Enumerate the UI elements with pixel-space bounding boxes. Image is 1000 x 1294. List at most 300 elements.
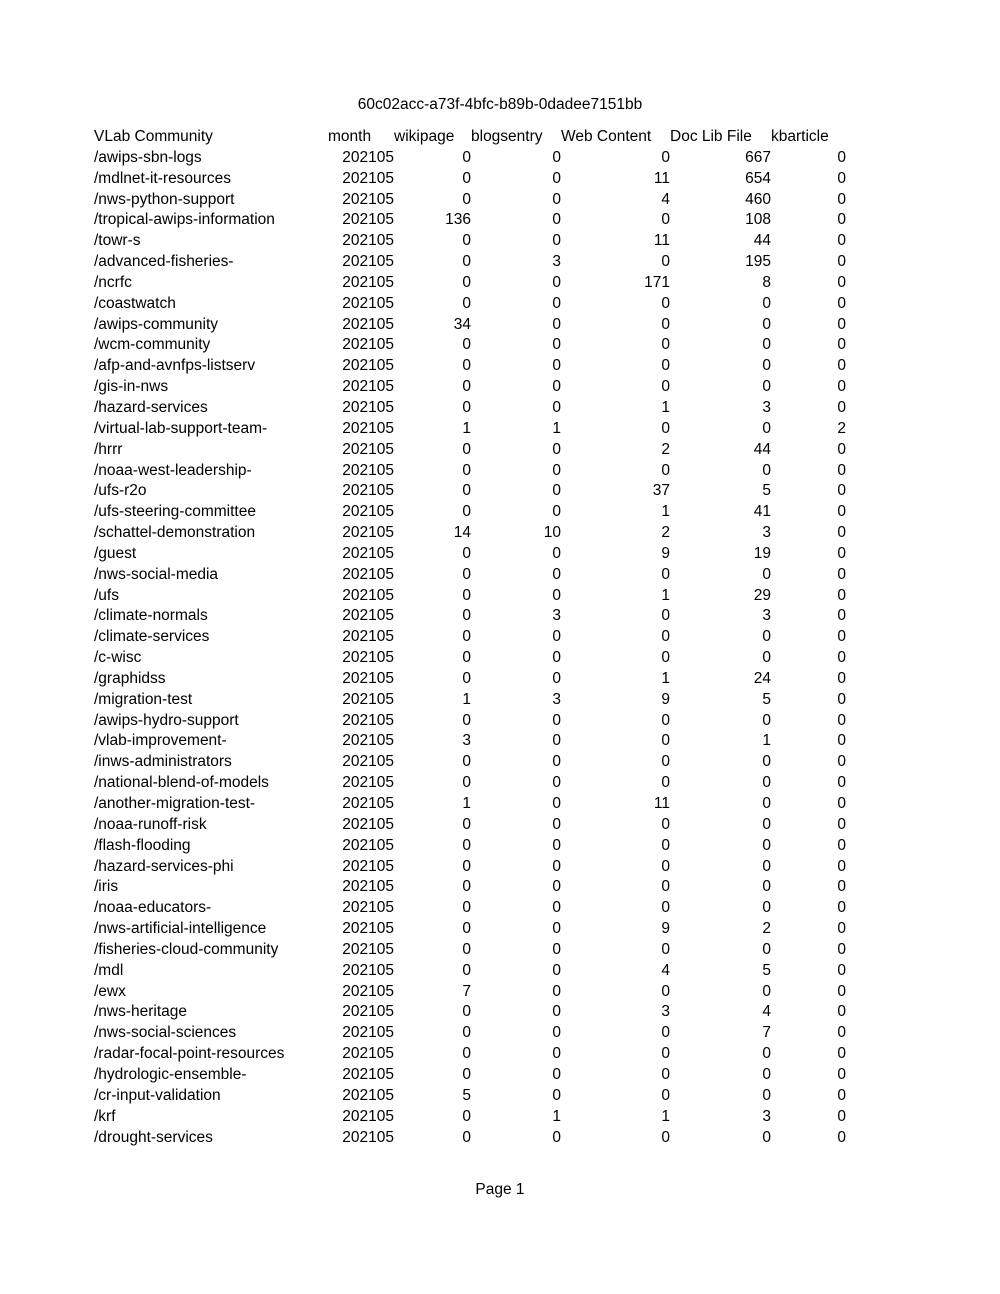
cell-web-content: 0 [661,857,670,875]
table-row [94,190,846,211]
cell-wikipage: 0 [462,232,471,250]
cell-blogsentry: 0 [552,482,561,500]
cell-community: /nws-python-support [94,190,235,208]
table-header-row [94,127,846,148]
cell-wikipage: 0 [462,1003,471,1021]
column-header-doc-lib-file: Doc Lib File [670,128,752,145]
cell-web-content: 11 [653,169,670,187]
cell-community: /radar-focal-point-resources [94,1045,285,1063]
cell-community: /awips-hydro-support [94,711,239,729]
cell-month: 202105 [342,940,394,958]
table-row [94,961,846,982]
cell-doc-lib-file: 0 [762,419,771,437]
cell-community: /nws-social-media [94,565,219,583]
cell-doc-lib-file: 654 [745,169,771,187]
cell-wikipage: 0 [462,565,471,583]
cell-web-content: 9 [661,690,670,708]
table-row [94,648,846,669]
cell-community: /noaa-runoff-risk [94,815,207,833]
cell-community: /guest [94,544,137,562]
cell-kbarticle: 0 [837,711,846,729]
table-row [94,669,846,690]
cell-month: 202105 [342,586,394,604]
cell-wikipage: 34 [453,315,471,333]
table-row [94,502,846,523]
cell-doc-lib-file: 3 [762,524,771,542]
cell-kbarticle: 0 [837,586,846,604]
cell-wikipage: 0 [462,273,471,291]
cell-kbarticle: 0 [837,1045,846,1063]
cell-month: 202105 [342,961,394,979]
cell-web-content: 171 [644,273,670,291]
cell-month: 202105 [342,1086,394,1104]
cell-wikipage: 0 [462,857,471,875]
cell-doc-lib-file: 108 [745,211,771,229]
cell-wikipage: 0 [462,294,471,312]
table-row [94,982,846,1003]
cell-doc-lib-file: 0 [762,774,771,792]
cell-community: /wcm-community [94,336,211,354]
cell-blogsentry: 0 [552,1128,561,1146]
cell-month: 202105 [342,753,394,771]
cell-blogsentry: 0 [552,836,561,854]
cell-web-content: 0 [661,899,670,917]
table-row [94,377,846,398]
cell-month: 202105 [342,878,394,896]
cell-blogsentry: 0 [552,440,561,458]
table-row [94,877,846,898]
cell-web-content: 0 [661,711,670,729]
cell-blogsentry: 0 [552,294,561,312]
cell-kbarticle: 0 [837,753,846,771]
table-body [94,148,846,1149]
cell-wikipage: 0 [462,336,471,354]
cell-kbarticle: 2 [837,419,846,437]
cell-month: 202105 [342,273,394,291]
cell-wikipage: 0 [462,503,471,521]
cell-blogsentry: 0 [552,148,561,166]
table-row [94,481,846,502]
cell-web-content: 0 [661,940,670,958]
cell-doc-lib-file: 0 [762,628,771,646]
cell-kbarticle: 0 [837,461,846,479]
cell-community: /ufs [94,586,119,604]
cell-month: 202105 [342,628,394,646]
cell-month: 202105 [342,398,394,416]
cell-community: /hazard-services-phi [94,857,234,875]
cell-doc-lib-file: 8 [762,273,771,291]
cell-kbarticle: 0 [837,273,846,291]
cell-doc-lib-file: 0 [762,1128,771,1146]
cell-web-content: 0 [661,315,670,333]
cell-month: 202105 [342,482,394,500]
cell-blogsentry: 0 [552,586,561,604]
cell-web-content: 0 [661,878,670,896]
cell-doc-lib-file: 460 [745,190,771,208]
table-row [94,1107,846,1128]
cell-doc-lib-file: 3 [762,1107,771,1125]
cell-community: /climate-services [94,628,210,646]
cell-web-content: 0 [661,628,670,646]
cell-wikipage: 0 [462,169,471,187]
cell-community: /cr-input-validation [94,1086,221,1104]
cell-month: 202105 [342,711,394,729]
cell-community: /ewx [94,982,126,1000]
cell-wikipage: 0 [462,753,471,771]
cell-doc-lib-file: 0 [762,1086,771,1104]
cell-wikipage: 0 [462,461,471,479]
cell-doc-lib-file: 3 [762,398,771,416]
cell-blogsentry: 0 [552,669,561,687]
cell-month: 202105 [342,774,394,792]
cell-blogsentry: 0 [552,1086,561,1104]
cell-community: /awips-community [94,315,219,333]
cell-doc-lib-file: 0 [762,294,771,312]
cell-blogsentry: 0 [552,232,561,250]
cell-blogsentry: 3 [552,253,561,271]
cell-community: /drought-services [94,1128,213,1146]
cell-community: /graphidss [94,669,166,687]
cell-web-content: 0 [661,1024,670,1042]
cell-month: 202105 [342,1065,394,1083]
cell-doc-lib-file: 4 [762,1003,771,1021]
cell-doc-lib-file: 0 [762,1065,771,1083]
cell-blogsentry: 0 [552,857,561,875]
table-row [94,252,846,273]
cell-month: 202105 [342,565,394,583]
cell-wikipage: 0 [462,190,471,208]
cell-blogsentry: 0 [552,273,561,291]
table-row [94,461,846,482]
cell-doc-lib-file: 7 [762,1024,771,1042]
cell-web-content: 37 [652,482,670,500]
cell-kbarticle: 0 [837,440,846,458]
cell-kbarticle: 0 [837,378,846,396]
cell-wikipage: 7 [462,982,471,1000]
table-row [94,169,846,190]
cell-blogsentry: 0 [552,1003,561,1021]
cell-community: /ncrfc [94,273,132,291]
cell-kbarticle: 0 [837,1086,846,1104]
cell-blogsentry: 0 [552,1045,561,1063]
cell-blogsentry: 0 [552,503,561,521]
cell-web-content: 0 [661,815,670,833]
table-row [94,523,846,544]
cell-web-content: 1 [661,398,670,416]
cell-community: /nws-social-sciences [94,1024,237,1042]
cell-community: /virtual-lab-support-team- [94,419,268,437]
cell-community: /towr-s [94,232,141,250]
cell-web-content: 11 [653,232,670,250]
cell-blogsentry: 0 [552,398,561,416]
cell-wikipage: 0 [462,440,471,458]
column-header-wikipage: wikipage [394,128,455,145]
cell-wikipage: 0 [462,920,471,938]
cell-blogsentry: 0 [552,940,561,958]
cell-doc-lib-file: 0 [762,795,771,812]
cell-blogsentry: 3 [552,690,561,708]
cell-kbarticle: 0 [837,649,846,667]
cell-kbarticle: 0 [837,253,846,271]
cell-kbarticle: 0 [837,1128,846,1146]
column-header-vlab-community: VLab Community [94,128,213,145]
cell-community: /mdl [94,961,124,979]
cell-month: 202105 [342,669,394,687]
cell-doc-lib-file: 29 [753,586,771,604]
cell-wikipage: 0 [462,711,471,729]
cell-blogsentry: 0 [552,211,561,229]
cell-wikipage: 0 [462,815,471,833]
cell-community: /awips-sbn-logs [94,148,202,166]
cell-wikipage: 0 [462,607,471,625]
table-row [94,315,846,336]
cell-wikipage: 0 [462,357,471,375]
cell-web-content: 0 [661,378,670,396]
cell-kbarticle: 0 [837,669,846,687]
cell-web-content: 0 [661,148,670,166]
cell-kbarticle: 0 [837,503,846,521]
cell-web-content: 0 [661,982,670,1000]
cell-wikipage: 1 [462,690,471,708]
cell-community: /migration-test [94,690,193,708]
cell-blogsentry: 0 [552,1024,561,1042]
cell-blogsentry: 0 [552,315,561,333]
cell-doc-lib-file: 5 [762,690,771,708]
table-row [94,398,846,419]
cell-blogsentry: 0 [552,711,561,729]
cell-wikipage: 0 [462,148,471,166]
cell-community: /gis-in-nws [94,378,169,396]
cell-month: 202105 [342,336,394,354]
cell-month: 202105 [342,253,394,271]
cell-month: 202105 [342,690,394,708]
cell-kbarticle: 0 [837,190,846,208]
cell-blogsentry: 1 [552,419,561,437]
cell-kbarticle: 0 [837,857,846,875]
cell-month: 202105 [342,732,394,750]
cell-kbarticle: 0 [837,899,846,917]
cell-community: /schattel-demonstration [94,524,256,542]
table-row [94,419,846,440]
cell-community: /noaa-west-leadership- [94,461,252,479]
cell-wikipage: 0 [462,774,471,792]
cell-month: 202105 [342,815,394,833]
cell-doc-lib-file: 0 [762,378,771,396]
document-title: 60c02acc-a73f-4bfc-b89b-0dadee7151bb [357,96,643,113]
cell-wikipage: 1 [462,419,471,437]
cell-month: 202105 [342,899,394,917]
table-row [94,1023,846,1044]
cell-doc-lib-file: 44 [753,440,771,458]
cell-web-content: 9 [661,544,670,562]
cell-doc-lib-file: 0 [762,565,771,583]
cell-web-content: 0 [661,1086,670,1104]
column-header-kbarticle: kbarticle [771,128,829,145]
cell-web-content: 0 [661,607,670,625]
cell-month: 202105 [342,1024,394,1042]
cell-wikipage: 0 [462,1024,471,1042]
cell-doc-lib-file: 5 [762,961,771,979]
cell-blogsentry: 1 [552,1107,561,1125]
table-row [94,919,846,940]
cell-month: 202105 [342,920,394,938]
cell-web-content: 0 [661,253,670,271]
cell-web-content: 0 [661,211,670,229]
cell-community: /vlab-improvement- [94,732,227,750]
cell-wikipage: 3 [462,732,471,750]
cell-doc-lib-file: 0 [762,899,771,917]
cell-web-content: 4 [661,190,670,208]
cell-kbarticle: 0 [837,690,846,708]
cell-web-content: 1 [661,586,670,604]
cell-community: /hydrologic-ensemble- [94,1065,247,1083]
cell-community: /ufs-steering-committee [94,503,256,521]
cell-web-content: 11 [653,795,670,812]
cell-web-content: 0 [661,565,670,583]
cell-wikipage: 0 [462,482,471,500]
cell-doc-lib-file: 5 [762,482,771,500]
cell-doc-lib-file: 0 [762,315,771,333]
cell-blogsentry: 0 [552,732,561,750]
cell-kbarticle: 0 [837,878,846,896]
table-row [94,1128,846,1149]
table-row [94,1044,846,1065]
table-row [94,627,846,648]
cell-kbarticle: 0 [837,565,846,583]
cell-kbarticle: 0 [837,336,846,354]
cell-kbarticle: 0 [837,357,846,375]
cell-kbarticle: 0 [837,148,846,166]
page-number: Page 1 [475,1181,525,1198]
cell-kbarticle: 0 [837,607,846,625]
cell-community: /afp-and-avnfps-listserv [94,357,256,375]
cell-community: /hazard-services [94,398,208,416]
cell-blogsentry: 0 [552,357,561,375]
cell-wikipage: 0 [462,961,471,979]
table-row [94,273,846,294]
cell-kbarticle: 0 [837,211,846,229]
cell-wikipage: 0 [462,940,471,958]
cell-kbarticle: 0 [837,982,846,1000]
cell-blogsentry: 0 [552,899,561,917]
cell-blogsentry: 0 [552,795,561,812]
cell-blogsentry: 0 [552,378,561,396]
cell-kbarticle: 0 [837,294,846,312]
column-header-web-content: Web Content [561,128,652,145]
cell-kbarticle: 0 [837,815,846,833]
cell-web-content: 1 [661,503,670,521]
table-row [94,690,846,711]
cell-community: /coastwatch [94,294,176,312]
cell-wikipage: 1 [462,795,471,812]
cell-kbarticle: 0 [837,524,846,542]
cell-community: /iris [94,878,119,896]
cell-month: 202105 [342,857,394,875]
cell-doc-lib-file: 0 [762,649,771,667]
cell-blogsentry: 0 [552,336,561,354]
cell-wikipage: 0 [462,669,471,687]
cell-community: /nws-artificial-intelligence [94,920,267,938]
cell-kbarticle: 0 [837,940,846,958]
cell-doc-lib-file: 2 [762,920,771,938]
cell-month: 202105 [342,795,394,812]
table-row [94,606,846,627]
cell-community: /ufs-r2o [94,482,147,500]
cell-web-content: 0 [661,294,670,312]
cell-community: /c-wisc [94,649,142,667]
table-row [94,335,846,356]
cell-doc-lib-file: 0 [762,940,771,958]
cell-doc-lib-file: 0 [762,878,771,896]
table-row [94,731,846,752]
cell-month: 202105 [342,607,394,625]
cell-blogsentry: 0 [552,982,561,1000]
cell-kbarticle: 0 [837,1024,846,1042]
table-row [94,586,846,607]
cell-month: 202105 [342,982,394,1000]
cell-web-content: 1 [661,1107,670,1125]
cell-month: 202105 [342,190,394,208]
cell-month: 202105 [342,836,394,854]
cell-kbarticle: 0 [837,315,846,333]
cell-blogsentry: 0 [552,544,561,562]
cell-kbarticle: 0 [837,544,846,562]
cell-doc-lib-file: 0 [762,461,771,479]
cell-doc-lib-file: 667 [745,148,771,166]
cell-month: 202105 [342,315,394,333]
cell-community: /hrrr [94,440,123,458]
cell-community: /fisheries-cloud-community [94,940,279,958]
cell-wikipage: 0 [462,878,471,896]
cell-month: 202105 [342,461,394,479]
cell-wikipage: 14 [453,524,471,542]
table-row [94,356,846,377]
cell-blogsentry: 0 [552,628,561,646]
table-row [94,773,846,794]
cell-web-content: 4 [661,961,670,979]
cell-month: 202105 [342,503,394,521]
cell-doc-lib-file: 0 [762,857,771,875]
community-usage-table [94,127,846,1148]
cell-community: /national-blend-of-models [94,774,269,792]
cell-wikipage: 0 [462,1065,471,1083]
table-row [94,752,846,773]
table-row [94,857,846,878]
cell-web-content: 9 [661,920,670,938]
cell-wikipage: 0 [462,586,471,604]
cell-month: 202105 [342,1107,394,1125]
table-row [94,565,846,586]
table-row [94,1002,846,1023]
cell-web-content: 0 [661,1045,670,1063]
cell-kbarticle: 0 [837,628,846,646]
table-row [94,210,846,231]
cell-community: /nws-heritage [94,1003,188,1021]
table-row [94,794,846,815]
cell-community: /mdlnet-it-resources [94,169,231,187]
cell-month: 202105 [342,1045,394,1063]
cell-blogsentry: 0 [552,1065,561,1083]
table-row [94,836,846,857]
cell-wikipage: 0 [462,1045,471,1063]
cell-web-content: 0 [661,836,670,854]
cell-month: 202105 [342,419,394,437]
cell-month: 202105 [342,1003,394,1021]
cell-web-content: 0 [661,649,670,667]
cell-doc-lib-file: 0 [762,711,771,729]
cell-blogsentry: 0 [552,815,561,833]
cell-blogsentry: 0 [552,565,561,583]
